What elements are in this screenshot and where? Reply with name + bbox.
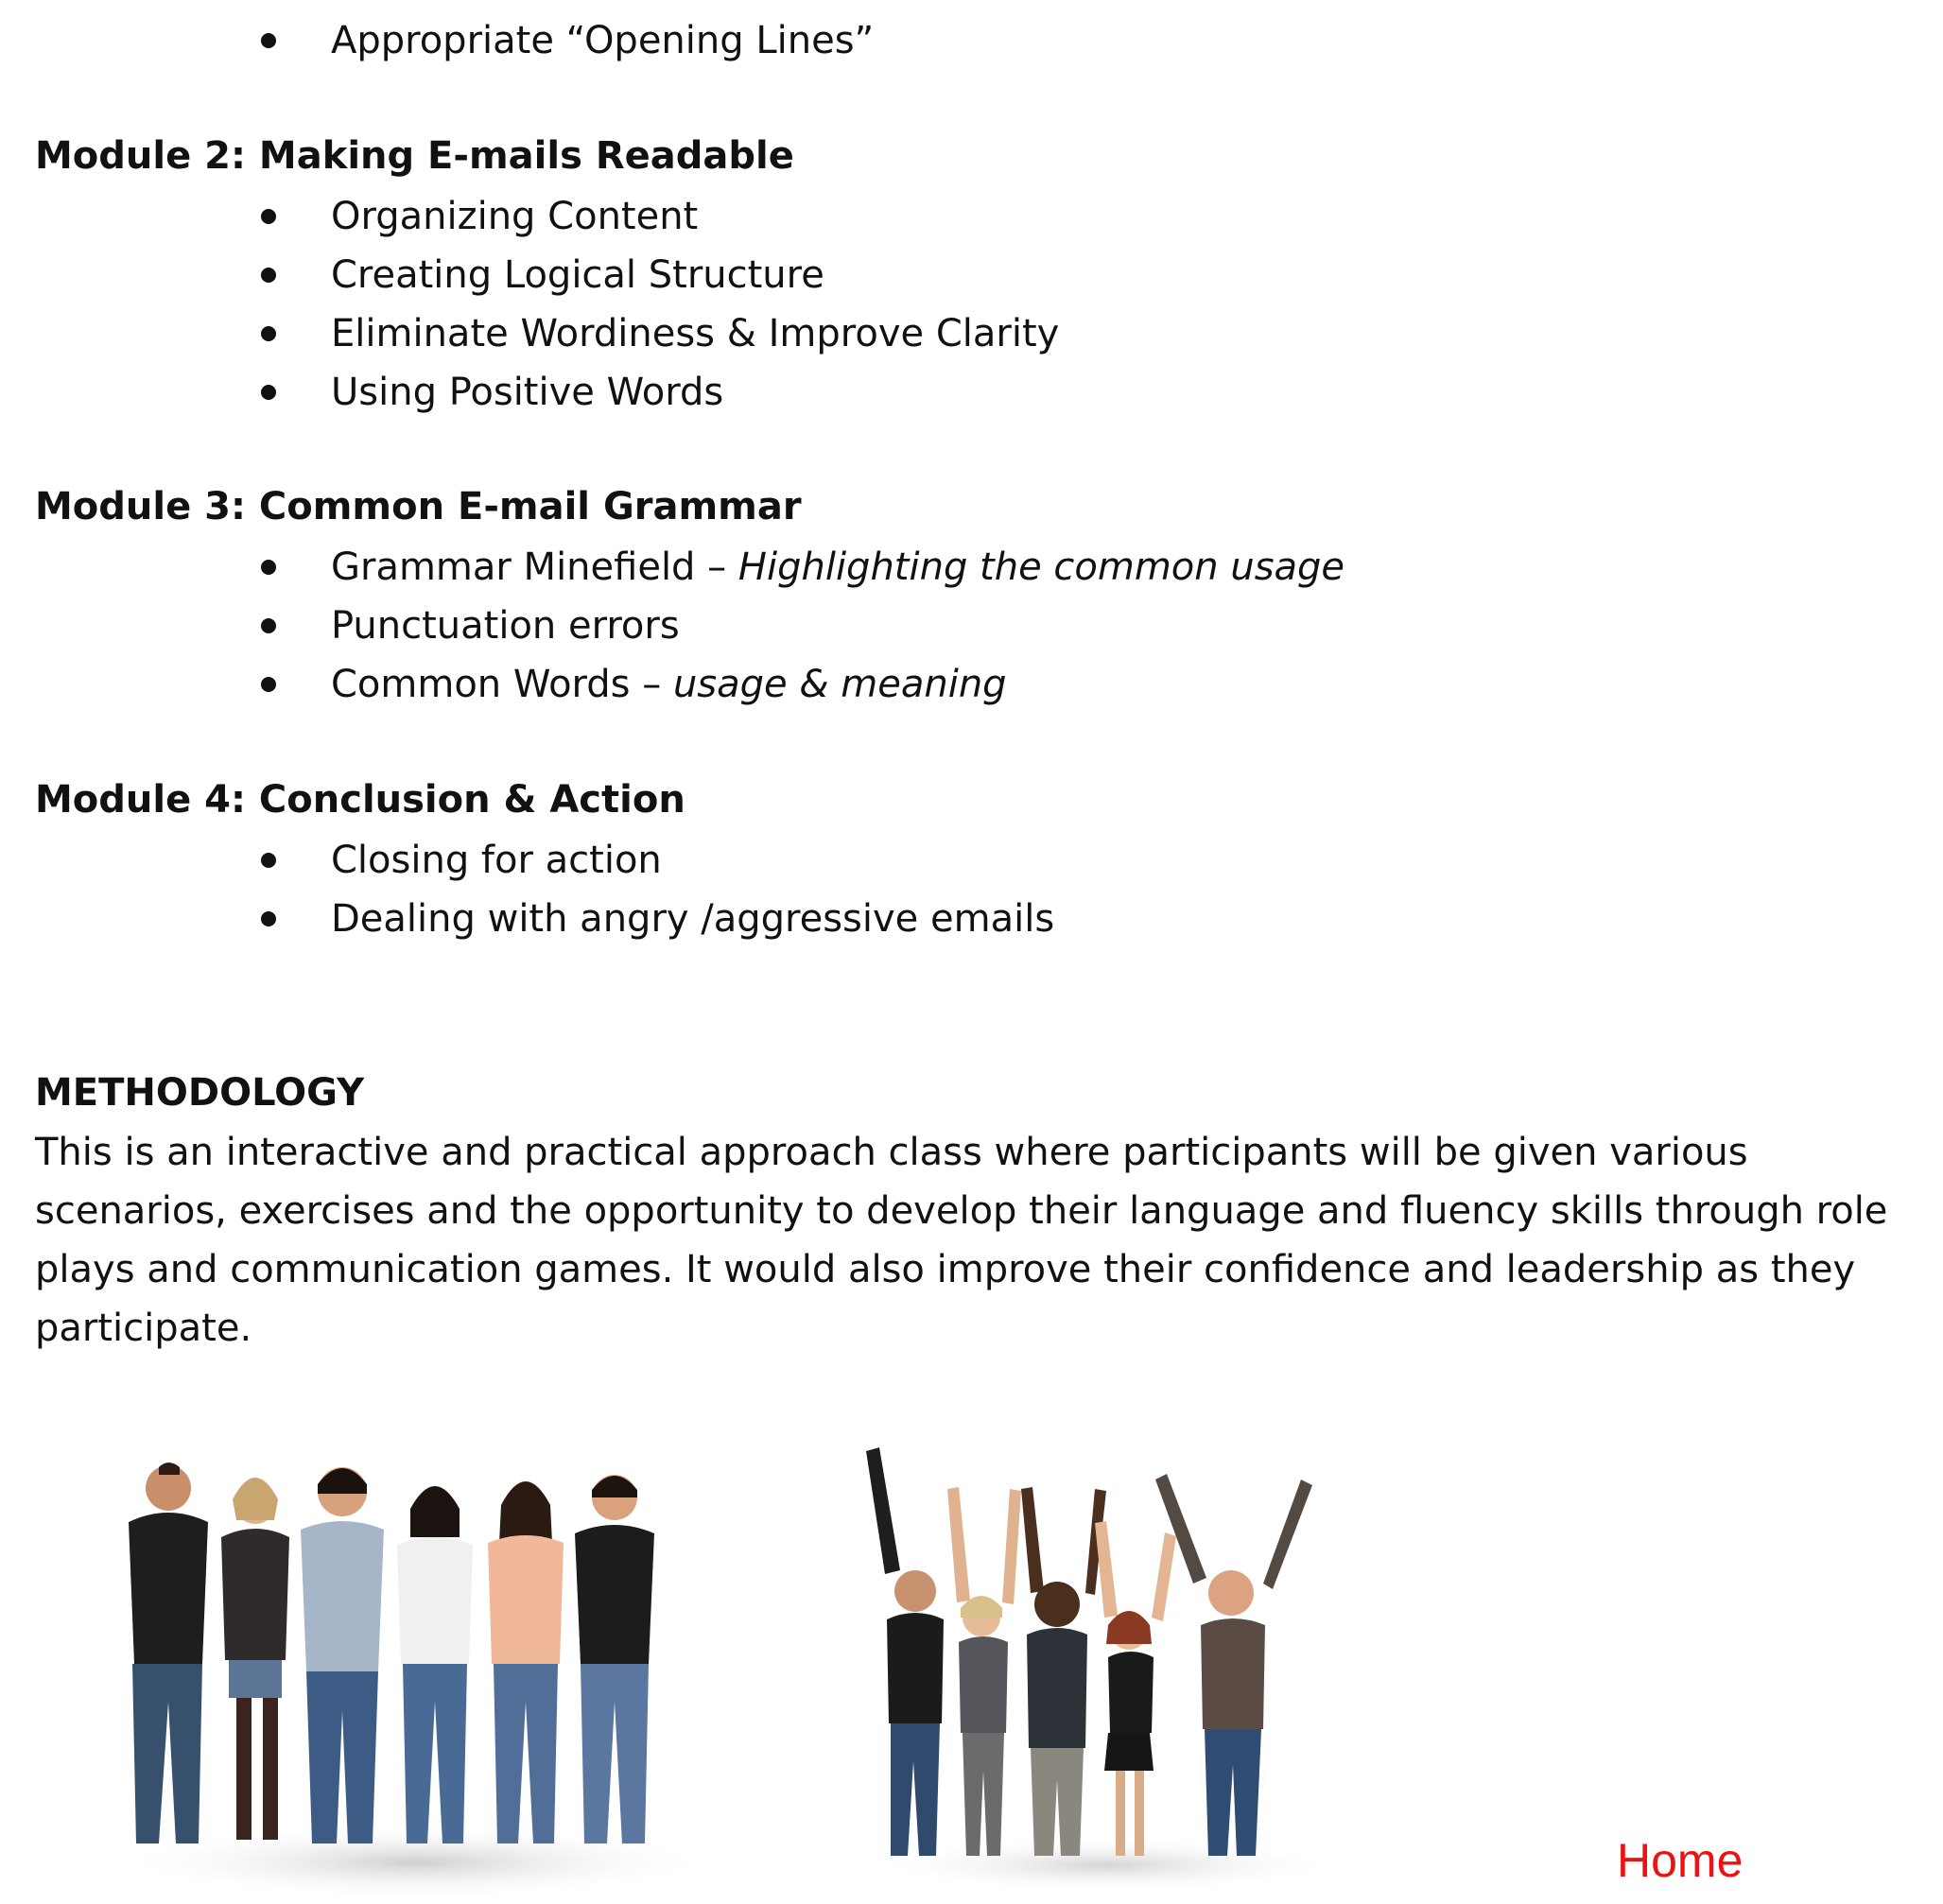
list-item-text: Common Words –: [331, 663, 673, 706]
bullet-icon: [261, 853, 276, 868]
list-item-emphasis: Highlighting the common usage: [737, 545, 1345, 589]
list-item: [255, 597, 1344, 655]
bullet-icon: [261, 560, 276, 575]
list-item-emphasis: usage & meaning: [672, 663, 1007, 706]
list-item-text: Eliminate Wordiness & Improve Clarity: [331, 312, 1060, 355]
methodology-paragraph: This is an interactive and practical approach class where participants will be given various scenarios, exercises and the opportunity to develop their language and fluency skills through role plays and communication games. It would also improve their confidence and leadership as they participate.: [35, 1131, 1888, 1350]
bullet-icon: [261, 326, 276, 341]
list-item: [255, 187, 1059, 246]
bullet-icon: [261, 33, 276, 48]
home-link[interactable]: Home: [1617, 1834, 1743, 1887]
list-item-text: Creating Logical Structure: [331, 253, 824, 297]
list-item: [255, 890, 1054, 948]
list-item-text: Grammar Minefield –: [331, 545, 738, 589]
list-item: [255, 246, 1059, 304]
bullet-icon: [261, 911, 276, 926]
module-3-heading: Module 3: Common E-mail Grammar: [35, 485, 802, 528]
module-4-bullet-list: [255, 831, 1054, 948]
module-4-heading: Module 4: Conclusion & Action: [35, 778, 685, 822]
list-item: [255, 363, 1059, 422]
module-2-bullet-list: [255, 187, 1059, 422]
intro-bullet-list: [255, 11, 874, 70]
module-2-heading: Module 2: Making E-mails Readable: [35, 134, 794, 178]
list-item: [255, 831, 1054, 890]
list-item-text: Appropriate “Opening Lines”: [331, 19, 875, 62]
group-cheering-photo: [860, 1432, 1390, 1895]
group-standing-photo: [104, 1446, 728, 1900]
module-3-bullet-list: [255, 538, 1344, 714]
list-item-text: Dealing with angry /aggressive emails: [331, 897, 1055, 941]
list-item-text: Punctuation errors: [331, 604, 680, 648]
bullet-icon: [261, 385, 276, 400]
list-item: [255, 304, 1059, 363]
bullet-icon: [261, 209, 276, 224]
methodology-heading: METHODOLOGY: [35, 1071, 365, 1115]
list-item: [255, 655, 1344, 714]
list-item: [255, 11, 874, 70]
bullet-icon: [261, 677, 276, 692]
list-item-text: Organizing Content: [331, 195, 699, 238]
bullet-icon: [261, 618, 276, 633]
list-item-text: Closing for action: [331, 839, 662, 882]
list-item: [255, 538, 1344, 597]
bullet-icon: [261, 268, 276, 283]
list-item-text: Using Positive Words: [331, 371, 724, 414]
